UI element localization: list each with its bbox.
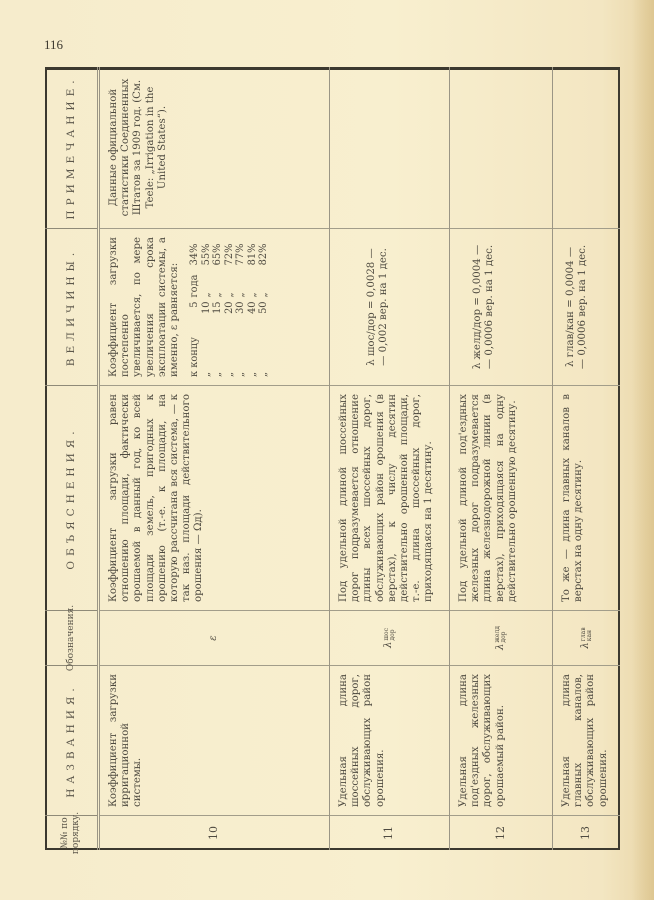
year: 5 — [189, 301, 201, 308]
row-number: 12 — [450, 815, 552, 850]
unit: „ — [258, 292, 270, 298]
row-values — [553, 228, 620, 385]
table-row — [100, 67, 330, 850]
symbol-sub: дор — [388, 629, 396, 641]
header-symbol: Обозначения. — [45, 610, 97, 665]
row-name: Удельная длина шоссейных дорог, обслуживающих район орошения. — [330, 665, 449, 815]
list-item — [235, 237, 247, 377]
value: 55% — [200, 243, 212, 266]
unit: „ — [212, 292, 224, 298]
symbol-sub: дор — [500, 631, 507, 643]
year: 10 — [200, 301, 212, 314]
row-symbol: ε — [100, 610, 329, 665]
symbol-indices — [384, 628, 396, 641]
lambda-symbol: λ — [580, 642, 592, 649]
row-note — [553, 67, 620, 228]
row-name: Удельная длина под'ездных железных дорог, обслуживающих орошаемый район. — [450, 665, 552, 815]
symbol-sub: кан — [585, 629, 593, 642]
value: 82% — [258, 243, 270, 266]
header-number: №№ по порядку. — [45, 815, 97, 850]
prefix: „ — [223, 371, 235, 377]
symbol-indices — [581, 627, 593, 641]
load-coefficient-list — [189, 237, 270, 377]
value-line: — 0,0006 вер. на 1 дес. — [484, 244, 496, 370]
row-number: 10 — [100, 815, 329, 850]
table-row — [330, 67, 450, 850]
unit: „ — [235, 292, 247, 298]
row-note — [330, 67, 449, 228]
row-explanation: Коэффициент загрузки равен отношению площади, фактически орошаемой в данный год, ко всей площади земель, пригодных к орошению (т.-е. к площади, на которую рассчитана вся система, — к так наз. площади действительного орошения — Ωд). — [100, 385, 329, 610]
year: 20 — [223, 301, 235, 314]
prefix: „ — [258, 371, 270, 377]
prefix: „ — [200, 371, 212, 377]
value-line: λ глав/кан = 0,0004 — — [565, 246, 576, 368]
row-symbol — [553, 610, 620, 665]
symbol-sup: глав — [579, 627, 587, 642]
row-explanation: Под удельной длиной шоссейных дорог подразумевается отношение длины всех шоссейных дорог, обслуживающих район орошения (в верстах), к числу десятин действительно орошенной площади, т.-е. длина шоссейных дорог, приходящаяся на 1 десятину. — [330, 385, 449, 610]
row-name: Удельная длина главных каналов, обслуживающих район орошения. — [553, 665, 620, 815]
list-item — [247, 237, 259, 377]
unit: „ — [246, 292, 258, 298]
value: 72% — [223, 243, 235, 266]
list-item — [258, 237, 270, 377]
prefix: „ — [212, 371, 224, 377]
value: 77% — [235, 243, 247, 266]
year: 40 — [246, 301, 258, 314]
year: 15 — [212, 301, 224, 314]
table-row — [553, 67, 620, 850]
row-values — [100, 228, 329, 385]
list-item — [189, 237, 201, 377]
row-note — [450, 67, 552, 228]
list-item — [212, 237, 224, 377]
row-symbol — [330, 610, 449, 665]
symbol-sup: шос — [382, 628, 390, 641]
prefix: „ — [246, 371, 258, 377]
data-table — [45, 67, 620, 855]
value: 65% — [212, 243, 224, 266]
header-values: ВЕЛИЧИНЫ. — [45, 228, 97, 385]
list-item — [224, 237, 236, 377]
value-line: — 0,002 вер. на 1 дес. — [378, 248, 390, 366]
row-symbol — [450, 610, 552, 665]
symbol-indices — [495, 626, 507, 643]
table-header — [45, 67, 100, 855]
table-row — [450, 67, 553, 850]
value-line: λ желд/дор = 0,0004 — — [472, 244, 483, 370]
row-values — [330, 228, 449, 385]
row-number: 13 — [553, 815, 620, 850]
value-line: — 0,0006 вер. на 1 дес. — [577, 244, 589, 370]
prefix: „ — [235, 371, 247, 377]
unit: „ — [200, 292, 212, 298]
values-intro: Коэффициент загрузки постепенно увеличивается, по мере увеличения срока эксплоатации системы, а именно, ε равняется: — [108, 237, 181, 377]
row-number: 11 — [330, 815, 449, 850]
row-note: Данные официальной статистики Соединенных Штатов за 1909 год. (См. Teele: „Irrigation in the United States“). — [108, 78, 168, 217]
value: 34% — [189, 243, 201, 266]
row-explanation: Под удельной длиной под'ездных железных дорог подразумевается длина железнодорожной линии (в верстах), приходящаяся на одну действительно орошенную десятину. — [450, 385, 552, 610]
lambda-symbol: λ — [383, 641, 395, 648]
year: 50 — [258, 301, 270, 314]
page-edge-shadow — [632, 0, 654, 900]
value: 81% — [246, 243, 258, 266]
unit: „ — [223, 292, 235, 298]
header-explanation: ОБЪЯСНЕНИЯ. — [45, 385, 97, 610]
header-name: НАЗВАНИЯ. — [45, 665, 97, 815]
prefix: к концу — [189, 337, 201, 377]
row-name: Коэффициент загрузки ирригационной системы. — [100, 665, 329, 815]
value-line: λ шос/дор = 0,0028 — — [366, 248, 377, 366]
lambda-symbol: λ — [494, 643, 506, 650]
symbol-sup: желд — [494, 626, 501, 643]
header-note: ПРИМЕЧАНИЕ. — [65, 75, 77, 220]
row-explanation: То же — длина главных каналов в верстах на одну десятину. — [553, 385, 620, 610]
row-values — [450, 228, 552, 385]
list-item — [201, 237, 213, 377]
year: 30 — [235, 301, 247, 314]
unit: года — [189, 274, 201, 298]
page-number: 116 — [44, 37, 64, 52]
